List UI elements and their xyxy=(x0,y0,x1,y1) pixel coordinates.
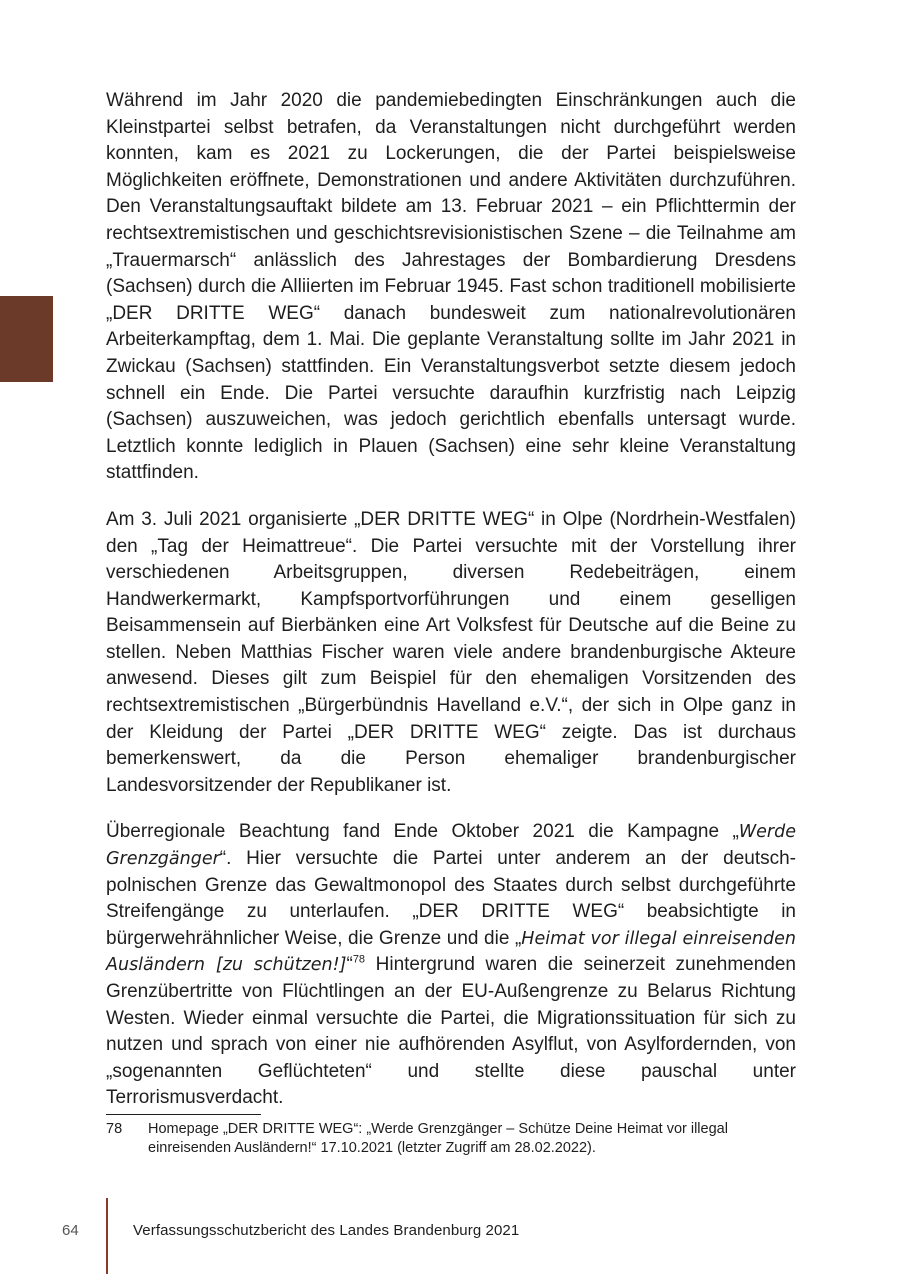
footer-divider xyxy=(106,1198,108,1274)
body-text xyxy=(106,88,796,1132)
footnote xyxy=(106,1120,796,1158)
paragraph-3-text-a: Überregionale Beachtung fand Ende Oktober 2021 die Kampagne „ xyxy=(106,821,739,843)
quote-italic: Heimat vor illegal einreisenden Ausländern [zu schützen!] xyxy=(106,928,796,976)
campaign-name-italic: Werde Grenzgänger xyxy=(106,822,796,870)
footnote-text: Homepage „DER DRITTE WEG“: „Werde Grenzgänger – Schütze Deine Heimat vor illegal einreisenden Ausländern!“ 17.10.2021 (letzter Zugriff am 28.02.2022). xyxy=(148,1121,728,1156)
paragraph-3-text-c: Hintergrund waren die seinerzeit zunehmenden Grenzübertritte von Flüchtlingen an der EU-Außengrenze zu Belarus Richtung Westen. Wieder einmal versuchte die Partei, die Migrationssituation für sich zu nutzen und sprach von einer nie aufhörenden Asylflut, von Asylfordernden, von „sogenannten Geflüchteten“ und stellte diese pauschal unter Terrorismusverdacht. xyxy=(106,954,796,1109)
paragraph-1: Während im Jahr 2020 die pandemiebedingten Einschränkungen auch die Kleinstpartei selbst betrafen, da Veranstaltungen nicht durchgeführt werden konnten, kam es 2021 zu Lockerungen, die der Partei beispielsweise Möglichkeiten eröffnete, Demonstrationen und andere Aktivitäten durchzuführen. Den Veranstaltungsauftakt bildete am 13. Februar 2021 – ein Pflichttermin der rechtsextremistischen und geschichtsrevisionistischen Szene – die Teilnahme am „Trauermarsch“ anlässlich des Jahrestages der Bombardierung Dresdens (Sachsen) durch die Alliierten im Februar 1945. Fast schon traditionell mobilisierte „DER DRITTE WEG“ danach bundesweit zum nationalrevolutionären Arbeiterkampftag, dem 1. Mai. Die geplante Veranstaltung sollte im Jahr 2021 in Zwickau (Sachsen) stattfinden. Ein Veranstaltungsverbot setzte diesem jedoch schnell ein Ende. Die Partei versuchte daraufhin kurzfristig nach Leipzig (Sachsen) auszuweichen, was jedoch gerichtlich ebenfalls untersagt wurde. Letztlich konnte lediglich in Plauen (Sachsen) eine sehr kleine Veranstaltung stattfinden. xyxy=(106,90,796,484)
paragraph-3 xyxy=(106,819,796,1112)
page-number: 64 xyxy=(62,1222,79,1239)
paragraph-3-text-b: “. Hier versuchte die Partei unter anderem an der deutsch-polnischen Grenze das Gewaltmonopol des Staates durch selbst durchgeführte Streifengänge zu unterlaufen. „DER DRITTE WEG“ beabsichtigte in bürgerwehrähnlicher Weise, die Grenze und die „ xyxy=(106,848,796,949)
footnote-reference[interactable]: 78 xyxy=(352,954,366,967)
paragraph-2: Am 3. Juli 2021 organisierte „DER DRITTE WEG“ in Olpe (Nordrhein-Westfalen) den „Tag der Heimattreue“. Die Partei versuchte mit der Vorstellung ihrer verschiedenen Arbeitsgruppen, diversen Redebeiträgen, einem Handwerkermarkt, Kampfsportvorführungen und einem geselligen Beisammensein auf Bierbänken eine Art Volksfest für Deutsche auf die Beine zu stellen. Neben Matthias Fischer waren viele andere brandenburgische Akteure anwesend. Dieses gilt zum Beispiel für den ehemaligen Vorsitzenden des rechtsextremistischen „Bürgerbündnis Havelland e.V.“, der sich in Olpe ganz in der Kleidung der Partei „DER DRITTE WEG“ zeigte. Das ist durchaus bemerkenswert, da die Person ehemaliger brandenburgischer Landesvorsitzender der Republikaner ist. xyxy=(106,508,796,796)
paragraph-3-close-quote: “ xyxy=(346,954,353,976)
footnote-separator xyxy=(106,1114,261,1115)
chapter-marker-tab xyxy=(0,296,53,382)
footer-title: Verfassungsschutzbericht des Landes Brandenburg 2021 xyxy=(133,1222,520,1239)
footnote-number: 78 xyxy=(106,1121,123,1137)
